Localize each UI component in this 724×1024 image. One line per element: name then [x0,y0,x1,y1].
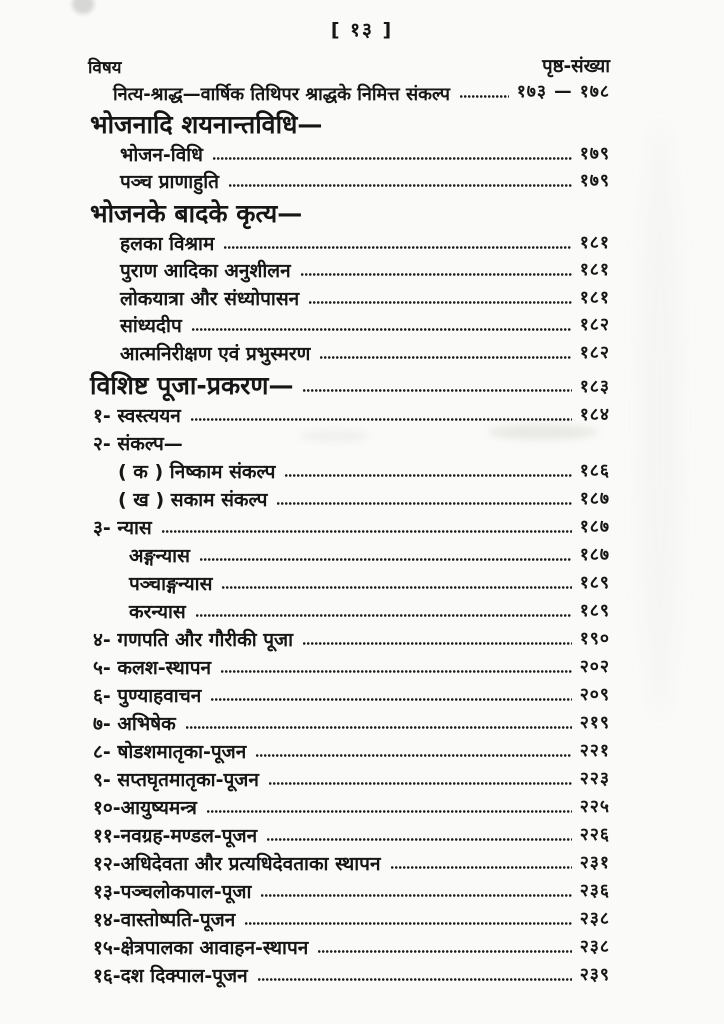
toc-entry-page: २३८ [579,908,610,929]
toc-entry [93,933,610,961]
toc-entry-label: नित्य-श्राद्ध—वार्षिक तिथिपर श्राद्धके निमित्त संकल्प [113,83,450,105]
toc-entry-label: अङ्गन्यास [129,544,190,567]
toc-entry-page: १८७ [579,544,610,565]
toc-entry-label: ६- पुण्याहवाचन [93,684,202,707]
toc-entry-label: ५- कलश-स्थापन [93,656,212,679]
toc-entry-page: १८९ [579,600,610,621]
toc-entry-page: १८४ [579,404,610,425]
toc-entry-label: भोजनके बादके कृत्य— [90,199,303,228]
toc-entry-page: २३९ [579,964,610,985]
dot-leader [309,301,571,304]
dot-leader [269,782,572,785]
toc-entry-label: ( ख ) सकाम संकल्प [118,488,268,511]
toc-entry-label: हलका विश्राम [120,232,215,255]
dot-leader [303,389,571,392]
toc-entry [93,625,610,653]
toc-entry-page: १८९ [579,572,610,593]
dot-leader [191,418,572,421]
toc-entry-label: १५-क्षेत्रपालका आवाहन-स्थापन [93,936,309,959]
toc-entry-label: पञ्चाङ्गन्यास [129,572,213,595]
toc-entry [93,429,610,457]
toc-entry-label: भोजन-विधि [120,143,203,166]
toc-entry-label: पुराण आदिका अनुशीलन [120,260,291,283]
toc-entry [93,765,610,793]
toc-entry-page: १८१ [579,232,610,253]
toc-entry-page: २२३ [579,768,610,789]
toc-entry [93,821,610,849]
dot-leader [267,838,571,841]
toc-entry-page: १९० [579,628,610,649]
toc-entry-page: २२५ [579,796,610,817]
toc-entry-page: १८७ [579,516,610,537]
toc-entry-label: ८- षोडशमातृका-पूजन [93,740,247,763]
toc-entry [120,229,610,257]
dot-leader [200,558,572,561]
toc-entry [120,339,610,367]
toc-entry-label: १४-वास्तोष्पति-पूजन [93,908,236,931]
toc-entry [93,709,610,737]
toc-entry-page: १७९ [579,171,610,191]
toc-entry [93,905,610,933]
toc-entry-label: १०-आयुष्यमन्त्र [93,796,197,819]
toc-entry-label: ३- न्यास [93,516,152,539]
toc-entry-page: १८६ [579,460,610,481]
toc-entry-page: २२१ [579,740,610,761]
dot-leader [301,273,572,276]
toc-entry-label: १२-अधिदेवता और प्रत्यधिदेवताका स्थापन [93,852,381,875]
toc-entry [93,877,610,905]
dot-leader [285,474,571,477]
dot-leader [211,698,571,701]
toc-entry-label: १६-दश दिक्पाल-पूजन [93,964,248,987]
toc-entry-page: १७९ [579,143,610,164]
toc-entry-label: ४- गणपति और गौरीकी पूजा [93,628,294,651]
dot-leader [460,95,509,98]
dot-leader [318,950,571,953]
toc-entry-page: २३६ [579,880,610,901]
dot-leader [186,726,572,729]
toc-entry [90,106,610,140]
toc-entry [93,737,610,765]
dot-leader [261,894,571,897]
dot-leader [258,978,572,981]
dot-leader [222,586,571,589]
dot-leader [229,184,572,187]
subject-column-header: विषय [88,58,122,78]
toc-entry [120,284,610,312]
dot-leader [196,614,572,617]
page-number-column-header: पृष्ठ-संख्या [542,56,610,77]
toc-entry-label: १३-पञ्चलोकपाल-पूजा [93,880,252,903]
toc-entry-page: २३१ [579,852,610,873]
folio-page-number: [ १३ ] [330,19,394,41]
toc-entry [93,961,610,989]
dot-leader [221,670,572,673]
dot-leader [213,157,572,160]
toc-entry-page: १८२ [579,315,610,335]
toc-entry [129,541,610,569]
toc-entry [93,401,610,429]
toc-entry-page: १८२ [579,342,610,363]
toc-entry-label: आत्मनिरीक्षण एवं प्रभुस्मरण [120,342,311,365]
toc-entry [93,793,610,821]
toc-entry [120,312,610,340]
toc-entry [118,485,610,513]
toc-entry-label: भोजनादि शयनान्तविधि— [90,110,323,139]
toc-entry-label: करन्यास [129,600,186,623]
toc-entry [90,367,610,401]
toc-entry-label: ( क ) निष्काम संकल्प [118,460,276,483]
dot-leader [391,866,572,869]
toc-entry [93,653,610,681]
toc-entry-page: १८१ [579,287,610,308]
toc-entry [120,168,610,196]
toc-list [0,78,724,989]
toc-column-headers [88,50,610,78]
toc-entry-label: ११-नवग्रह-मण्डल-पूजन [93,824,258,847]
toc-entry [129,569,610,597]
toc-entry-label: सांध्यदीप [120,315,182,338]
dot-leader [245,922,571,925]
toc-entry [93,849,610,877]
toc-entry-page: १८७ [579,488,610,509]
scan-smudge [72,0,94,14]
dot-leader [320,356,571,359]
toc-entry-label: लोकयात्रा और संध्योपासन [120,287,300,310]
dot-leader [192,328,572,331]
toc-entry [120,140,610,168]
toc-entry [120,257,610,285]
dot-leader [224,246,571,249]
toc-entry-label: पञ्च प्राणाहुति [120,171,219,194]
toc-entry-page: २२६ [579,824,610,845]
dot-leader [256,754,571,757]
toc-entry [118,457,610,485]
toc-entry [129,597,610,625]
toc-entry-page: २०२ [579,656,610,677]
toc-entry-label: १- स्वस्त्ययन [93,404,181,427]
dot-leader [277,502,571,505]
toc-entry-page: १८१ [579,260,610,280]
toc-entry-page: १७३ — १७८ [516,82,610,102]
toc-entry-page: १८३ [579,376,610,397]
toc-entry-label: ९- सप्तघृतमातृका-पूजन [93,768,259,791]
toc-entry [90,195,610,229]
dot-leader [207,810,572,813]
toc-entry-page: २३८ [579,936,610,957]
dot-leader [162,530,572,533]
dot-leader [303,642,572,645]
toc-entry-label: ७- अभिषेक [93,712,176,735]
toc-entry [113,78,610,106]
toc-entry [93,681,610,709]
toc-entry-label: विशिष्ट पूजा-प्रकरण— [90,370,294,400]
toc-entry [93,513,610,541]
toc-entry-page: २०९ [579,684,610,705]
toc-entry-label: २- संकल्प— [93,432,183,455]
toc-entry-page: २१९ [579,712,610,733]
